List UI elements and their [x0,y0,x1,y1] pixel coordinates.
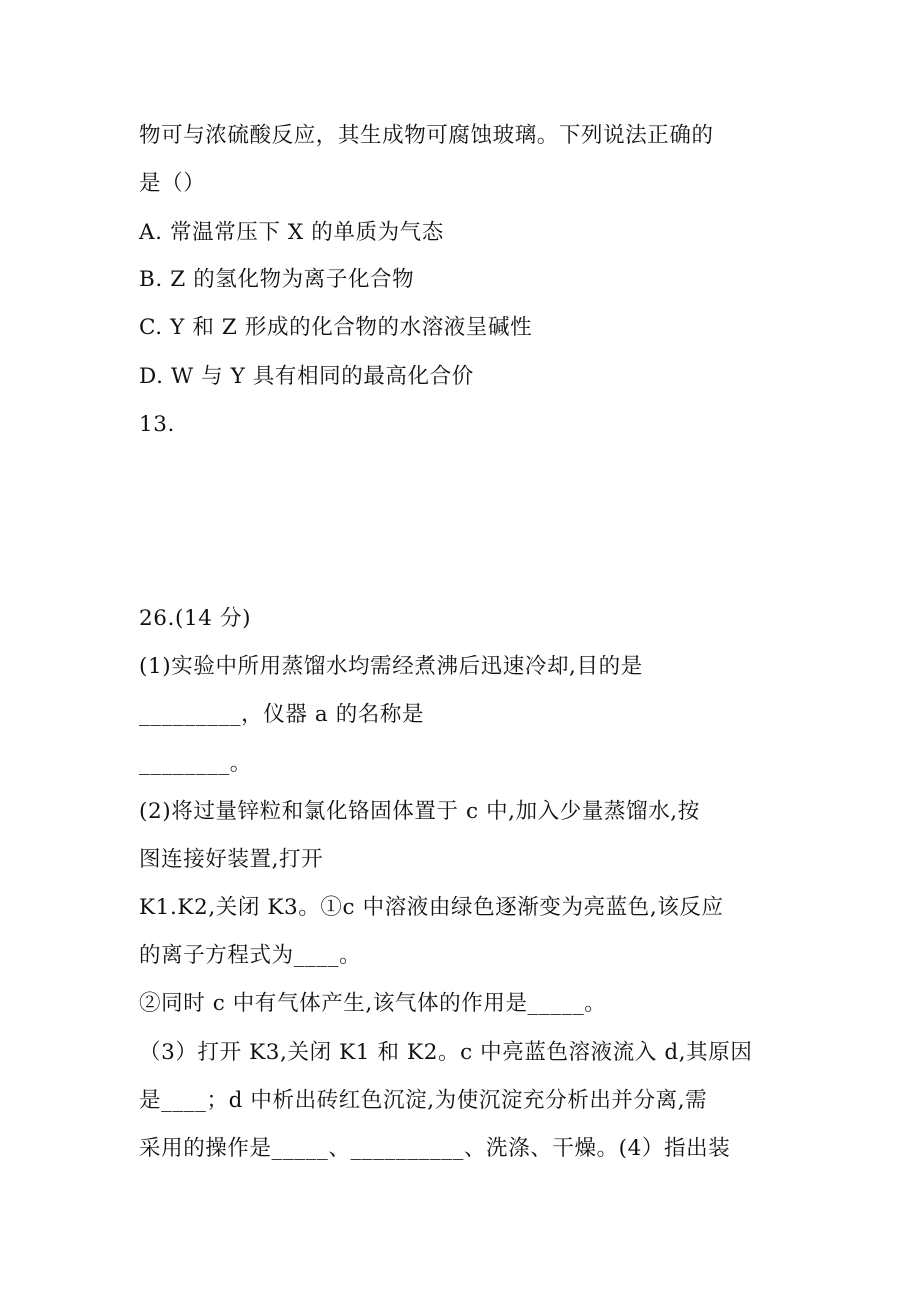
text-line-q1: (1)实验中所用蒸馏水均需经煮沸后迅速冷却,目的是 [139,654,643,679]
text-line-2: 是（） [139,171,206,196]
text-line-q2-cont: 图连接好装置,打开 [139,847,324,872]
question-number-13: 13. [139,412,175,437]
option-c: C. Y 和 Z 形成的化合物的水溶液呈碱性 [139,315,533,340]
text-line-q2: (2)将过量锌粒和氯化铬固体置于 c 中,加入少量蒸馏水,按 [139,799,700,824]
text-line-q3-cont: 是____；d 中析出砖红色沉淀,为使沉淀充分析出并分离,需 [139,1088,708,1113]
text-line-ionic-equation: 的离子方程式为____。 [139,943,362,968]
question-26-header: 26.(14 分) [139,606,252,631]
text-line-operations: 采用的操作是_____、__________、洗涤、干燥。(4）指出装 [139,1136,731,1161]
option-a: A. 常温常压下 X 的单质为气态 [139,220,444,245]
text-line-blank-b: ________。 [139,751,252,776]
text-line-gas: ②同时 c 中有气体产生,该气体的作用是_____。 [139,991,607,1016]
option-b: B. Z 的氢化物为离子化合物 [139,267,415,292]
option-d: D. W 与 Y 具有相同的最高化合价 [139,364,474,389]
text-line-1: 物可与浓硫酸反应，其生成物可腐蚀玻璃。下列说法正确的 [139,123,714,148]
text-line-blank-a: _________，仪器 a 的名称是 [139,702,425,727]
text-line-k1k2: K1.K2,关闭 K3。①c 中溶液由绿色逐渐变为亮蓝色,该反应 [139,895,724,920]
text-line-q3: （3）打开 K3,关闭 K1 和 K2。c 中亮蓝色溶液流入 d,其原因 [139,1040,753,1065]
